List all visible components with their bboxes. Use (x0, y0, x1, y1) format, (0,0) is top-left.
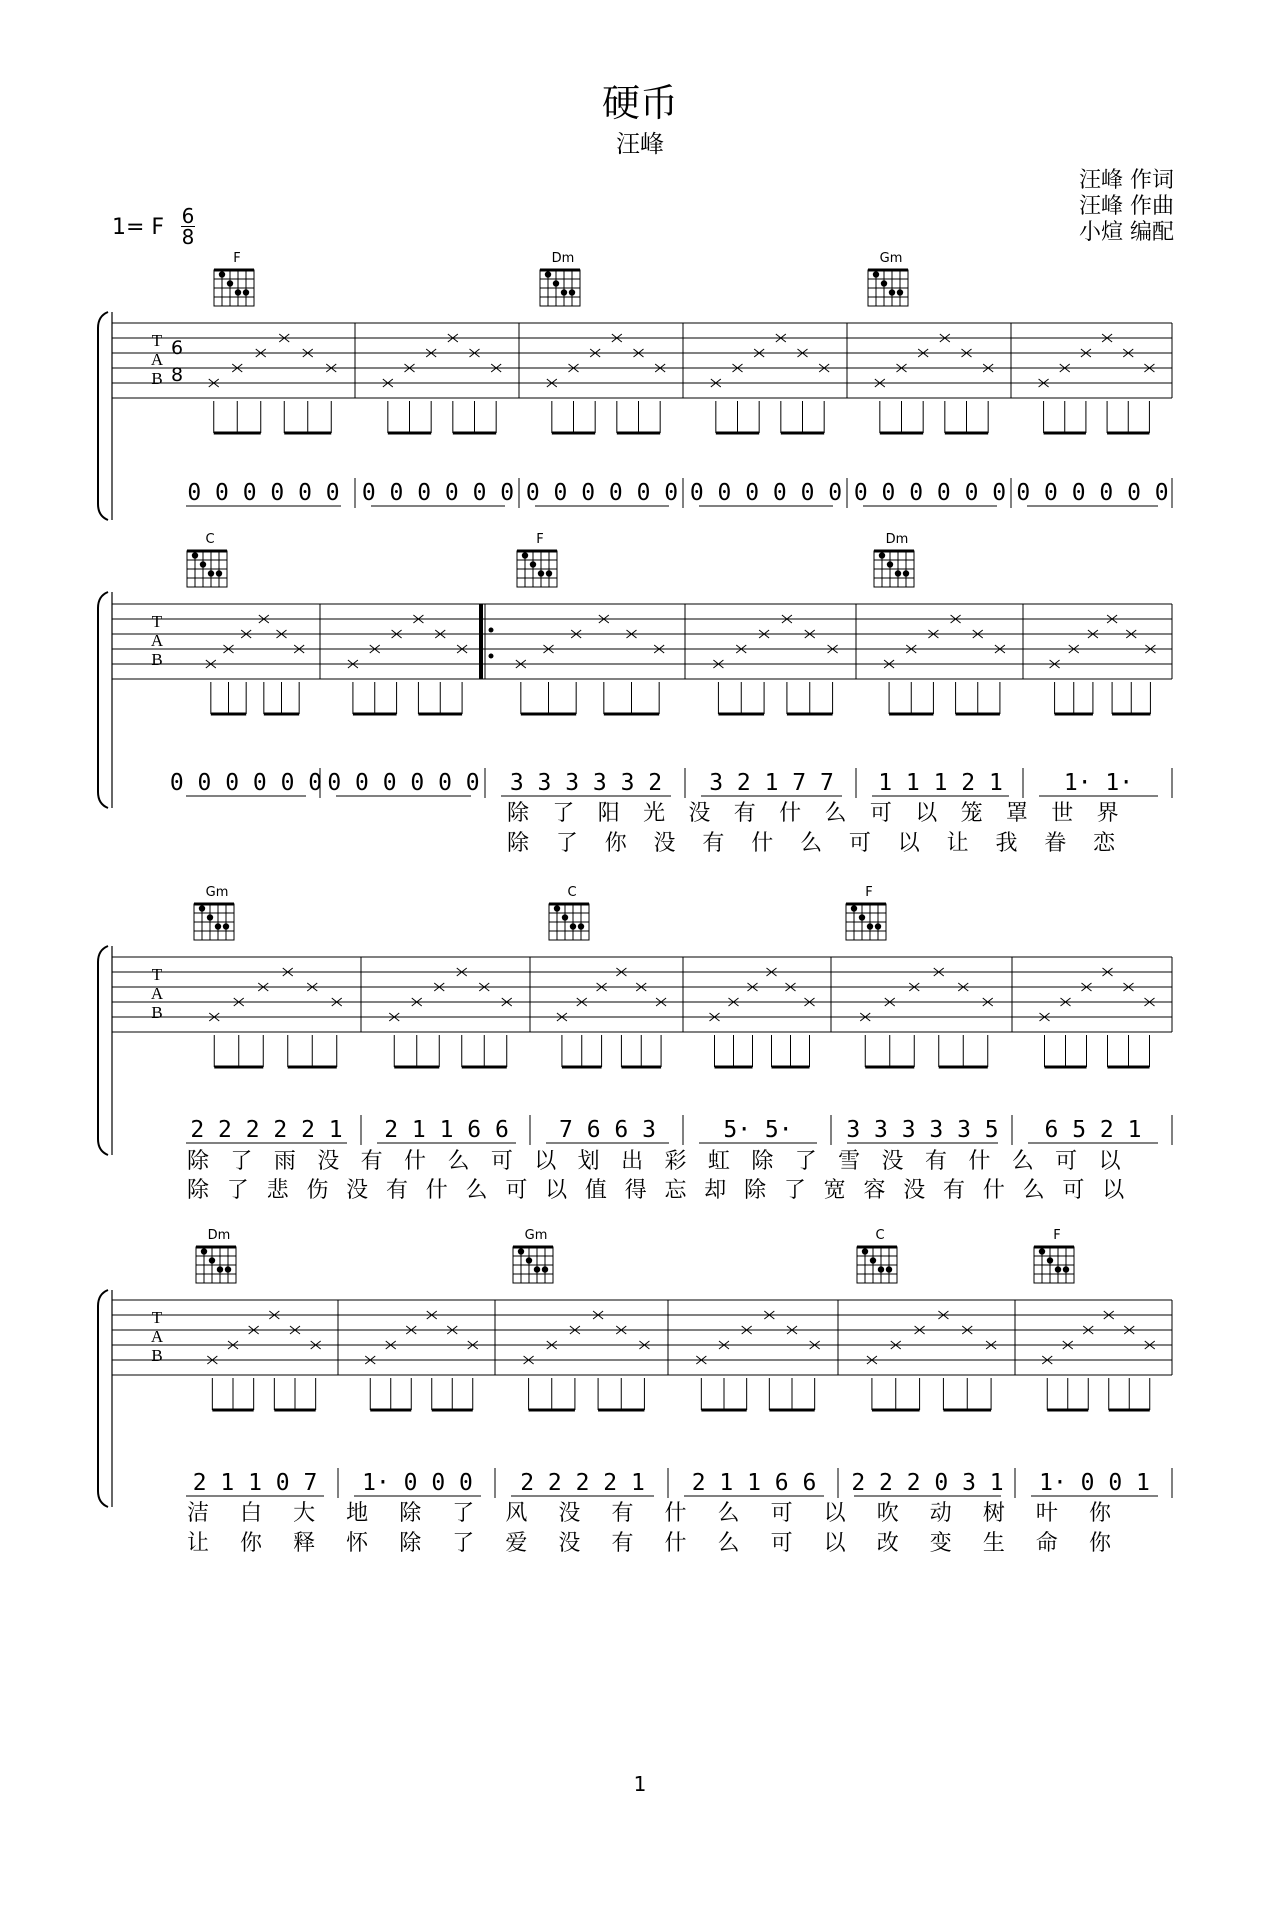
system-brace (98, 1290, 108, 1507)
lyric-char: 变 (929, 1531, 952, 1556)
chord-diagram (517, 532, 557, 587)
notation-measure: 2 1 1 6 6 (384, 1117, 509, 1143)
lyric-char: 什 (779, 801, 802, 826)
chord-finger-dot (870, 1257, 876, 1263)
lyric-char: 什 (982, 1178, 1005, 1203)
lyric-char: 让 (187, 1531, 210, 1556)
arranger-credit: 小煊 编配 (1079, 220, 1174, 245)
lyric-char: 么 (824, 801, 847, 826)
lyric-char: 么 (447, 1149, 470, 1174)
chord-finger-dot (227, 280, 233, 286)
tab-clef-letter: B (151, 650, 163, 669)
chord-finger-dot (879, 552, 885, 558)
chord-diagram (187, 532, 227, 587)
lyric-char: 没 (558, 1531, 581, 1556)
lyric-char: 以 (897, 831, 920, 856)
lyric-char: 什 (751, 831, 774, 856)
chord-finger-dot (526, 1257, 532, 1263)
lyric-char: 没 (688, 801, 711, 826)
chord-finger-dot (243, 289, 249, 295)
chord-finger-dot (562, 914, 568, 920)
tab-time-bottom: 8 (170, 364, 184, 386)
lyric-char: 罩 (1005, 801, 1028, 826)
chord-finger-dot (554, 905, 560, 911)
lyric-char: 改 (876, 1531, 899, 1556)
lyric-char: 我 (995, 831, 1018, 856)
system-brace (98, 312, 108, 520)
notation-measure: 0 0 0 0 0 0 (689, 480, 843, 506)
lyric-char: 了 (783, 1178, 806, 1203)
tab-clef-letter: B (151, 1346, 163, 1365)
chord-finger-dot (867, 923, 873, 929)
repeat-dot (489, 654, 494, 659)
lyric-char: 爱 (505, 1531, 528, 1556)
lyric-char: 除 (744, 1178, 767, 1203)
chord-finger-dot (569, 289, 575, 295)
chord-finger-dot (215, 923, 221, 929)
notation-measure: 0 0 0 0 0 0 (1016, 480, 1169, 506)
lyric-char: 了 (226, 1178, 249, 1203)
lyric-char: 以 (545, 1178, 568, 1203)
lyric-char: 什 (664, 1501, 687, 1526)
lyric-char: 有 (733, 801, 756, 826)
lyric-char: 吹 (876, 1501, 899, 1526)
notation-measure: 2 1 1 6 6 (691, 1470, 817, 1496)
lyricist-credit: 汪峰 作词 (1079, 168, 1174, 193)
tab-system-1 (98, 251, 1172, 520)
chord-finger-dot (1055, 1266, 1061, 1272)
chord-finger-dot (518, 1248, 524, 1254)
lyric-char: 么 (717, 1501, 740, 1526)
chord-finger-dot (881, 280, 887, 286)
lyric-char: 划 (577, 1149, 600, 1174)
notation-measure: 5· 5· (723, 1117, 793, 1143)
lyric-char: 除 (187, 1149, 210, 1174)
chord-diagram (1034, 1228, 1074, 1283)
lyric-char: 风 (505, 1501, 528, 1526)
lyric-char: 地 (346, 1501, 369, 1526)
lyric-char: 么 (800, 831, 823, 856)
chord-finger-dot (530, 561, 536, 567)
lyric-char: 什 (404, 1149, 427, 1174)
lyric-char: 伤 (306, 1178, 329, 1203)
notation-measure: 1· 0 0 1 (1039, 1470, 1150, 1496)
lyric-char: 除 (399, 1531, 422, 1556)
chord-finger-dot (235, 289, 241, 295)
lyric-char: 阳 (597, 801, 620, 826)
lyric-char: 笼 (960, 801, 983, 826)
lyric-char: 却 (704, 1178, 727, 1203)
chord-diagram (846, 885, 886, 940)
chord-finger-dot (223, 923, 229, 929)
lyric-char: 出 (621, 1149, 644, 1174)
lyric-char: 释 (293, 1531, 316, 1556)
chord-finger-dot (545, 271, 551, 277)
chord-name: C (875, 1228, 885, 1243)
chord-finger-dot (889, 289, 895, 295)
chord-finger-dot (878, 1266, 884, 1272)
tab-clef-letter: A (150, 1327, 164, 1346)
key-signature: 1= F (112, 215, 165, 240)
lyric-char: 你 (240, 1531, 263, 1556)
chord-finger-dot (538, 570, 544, 576)
chord-name: Dm (885, 532, 909, 547)
lyric-char: 眷 (1044, 831, 1067, 856)
lyric-char: 除 (187, 1178, 210, 1203)
system-brace (98, 592, 108, 808)
notation-measure: 3 3 3 3 3 2 (509, 770, 663, 796)
lyric-char: 动 (929, 1501, 952, 1526)
chord-finger-dot (534, 1266, 540, 1272)
lyric-char: 界 (1096, 801, 1119, 826)
lyric-char: 除 (507, 801, 530, 826)
chord-finger-dot (217, 1266, 223, 1272)
chord-finger-dot (561, 289, 567, 295)
chord-finger-dot (553, 280, 559, 286)
chord-finger-dot (903, 570, 909, 576)
tab-clef-letter: T (151, 1308, 163, 1327)
lyric-char: 得 (624, 1178, 647, 1203)
lyric-char: 以 (915, 801, 938, 826)
lyric-char: 彩 (664, 1149, 687, 1174)
tab-clef-letter: T (151, 612, 163, 631)
composer-credit: 汪峰 作曲 (1079, 194, 1174, 219)
lyric-char: 了 (794, 1149, 817, 1174)
notation-measure: 2 2 2 2 1 (520, 1470, 645, 1496)
chord-diagram (857, 1228, 897, 1283)
chord-finger-dot (873, 271, 879, 277)
notation-measure: 0 0 0 0 0 0 (327, 770, 480, 796)
lyric-char: 没 (903, 1178, 926, 1203)
chord-name: F (1053, 1228, 1061, 1243)
chord-finger-dot (209, 1257, 215, 1263)
notation-measure: 3 3 3 3 3 5 (846, 1117, 999, 1143)
chord-name: F (865, 885, 873, 900)
lyric-char: 了 (452, 1531, 475, 1556)
song-title: 硬币 (601, 81, 678, 125)
lyric-char: 什 (425, 1178, 448, 1203)
lyric-char: 有 (924, 1149, 947, 1174)
lyric-char: 怀 (346, 1531, 369, 1556)
lyric-char: 可 (490, 1149, 513, 1174)
lyric-char: 恋 (1093, 831, 1116, 856)
lyric-char: 了 (555, 831, 578, 856)
lyric-char: 什 (968, 1149, 991, 1174)
lyric-char: 么 (465, 1178, 488, 1203)
notation-measure: 0 0 0 0 0 0 (361, 480, 515, 506)
notation-measure: 1 1 1 2 1 (878, 770, 1003, 796)
chord-diagram (196, 1228, 236, 1283)
page-number: 1 (633, 1772, 647, 1796)
lyric-char: 了 (552, 801, 575, 826)
repeat-dot (489, 628, 494, 633)
chord-finger-dot (201, 1248, 207, 1254)
chord-name: F (536, 532, 544, 547)
lyric-char: 么 (1022, 1178, 1045, 1203)
chord-name: C (205, 532, 215, 547)
lyric-char: 可 (869, 801, 892, 826)
chord-finger-dot (216, 570, 222, 576)
lyric-char: 忘 (664, 1178, 687, 1203)
lyric-char: 可 (770, 1531, 793, 1556)
lyric-char: 可 (848, 831, 871, 856)
time-signature-top: 6 (181, 204, 195, 228)
tab-clef-letter: B (151, 1003, 163, 1022)
notation-measure: 2 1 1 0 7 (192, 1470, 318, 1496)
chord-finger-dot (208, 570, 214, 576)
lyric-char: 有 (702, 831, 725, 856)
lyric-char: 以 (1098, 1149, 1121, 1174)
chord-finger-dot (1047, 1257, 1053, 1263)
tab-clef-letter: A (150, 631, 164, 650)
chord-diagram (549, 885, 589, 940)
notation-measure: 1· 1· (1063, 770, 1134, 796)
lyric-char: 光 (643, 801, 666, 826)
chord-name: Gm (524, 1228, 548, 1243)
tab-system-3 (98, 885, 1172, 1203)
lyric-char: 可 (770, 1501, 793, 1526)
lyric-char: 以 (534, 1149, 557, 1174)
lyric-char: 有 (360, 1149, 383, 1174)
tab-clef-letter: T (151, 331, 163, 350)
chord-finger-dot (862, 1248, 868, 1254)
lyric-char: 有 (943, 1178, 966, 1203)
chord-finger-dot (875, 923, 881, 929)
tab-system-2 (98, 532, 1172, 856)
chord-name: C (567, 885, 577, 900)
tab-time-top: 6 (170, 337, 184, 359)
chord-name: Gm (205, 885, 229, 900)
lyric-char: 树 (982, 1501, 1005, 1526)
lyric-char: 世 (1051, 801, 1074, 826)
lyric-char: 你 (1088, 1501, 1111, 1526)
lyric-char: 你 (604, 831, 627, 856)
chord-finger-dot (199, 905, 205, 911)
chord-finger-dot (225, 1266, 231, 1272)
notation-measure: 2 2 2 2 2 1 (190, 1117, 343, 1143)
chord-finger-dot (207, 914, 213, 920)
chord-finger-dot (192, 552, 198, 558)
lyric-char: 雨 (273, 1149, 296, 1174)
chord-finger-dot (886, 1266, 892, 1272)
lyric-char: 大 (293, 1501, 316, 1526)
lyric-char: 有 (611, 1531, 634, 1556)
chord-diagram (194, 885, 234, 940)
time-signature-bottom: 8 (181, 225, 195, 249)
lyric-char: 虹 (707, 1149, 730, 1174)
chord-finger-dot (200, 561, 206, 567)
notation-measure: 2 2 2 0 3 1 (851, 1470, 1004, 1496)
lyric-char: 没 (346, 1178, 369, 1203)
lyric-char: 以 (1102, 1178, 1125, 1203)
chord-finger-dot (578, 923, 584, 929)
lyric-char: 宽 (823, 1178, 846, 1203)
lyric-char: 悲 (266, 1178, 289, 1203)
lyric-char: 么 (1011, 1149, 1034, 1174)
notation-measure: 1· 0 0 0 (362, 1470, 473, 1496)
chord-diagram (540, 251, 580, 306)
chord-diagram (874, 532, 914, 587)
lyric-char: 容 (863, 1178, 886, 1203)
lyric-char: 除 (751, 1149, 774, 1174)
lyric-char: 雪 (838, 1149, 861, 1174)
lyric-char: 以 (823, 1501, 846, 1526)
tab-clef-letter: A (150, 984, 164, 1003)
lyric-char: 生 (982, 1531, 1005, 1556)
tab-clef-letter: T (151, 965, 163, 984)
chord-finger-dot (887, 561, 893, 567)
lyric-char: 值 (584, 1178, 607, 1203)
lyric-char: 叶 (1035, 1501, 1058, 1526)
lyric-char: 让 (946, 831, 969, 856)
notation-measure: 6 5 2 1 (1044, 1117, 1142, 1143)
lyric-char: 有 (611, 1501, 634, 1526)
tab-clef-letter: B (151, 369, 163, 388)
lyric-char: 没 (653, 831, 676, 856)
lyric-char: 除 (507, 831, 530, 856)
chord-finger-dot (859, 914, 865, 920)
chord-finger-dot (897, 289, 903, 295)
chord-finger-dot (570, 923, 576, 929)
chord-finger-dot (546, 570, 552, 576)
notation-measure: 3 2 1 7 7 (709, 770, 834, 796)
notation-measure: 0 0 0 0 0 0 (187, 480, 340, 506)
lyric-char: 可 (1062, 1178, 1085, 1203)
lyric-char: 你 (1088, 1531, 1111, 1556)
lyric-char: 有 (385, 1178, 408, 1203)
chord-name: F (233, 251, 241, 266)
chord-finger-dot (895, 570, 901, 576)
chord-finger-dot (219, 271, 225, 277)
lyric-char: 了 (230, 1149, 253, 1174)
lyric-char: 可 (1055, 1149, 1078, 1174)
chord-name: Dm (207, 1228, 231, 1243)
lyric-char: 没 (881, 1149, 904, 1174)
chord-diagram (868, 251, 908, 306)
chord-name: Dm (551, 251, 575, 266)
lyric-char: 除 (399, 1501, 422, 1526)
notation-measure: 0 0 0 0 0 0 (169, 770, 323, 796)
lyric-char: 命 (1035, 1531, 1058, 1556)
chord-name: Gm (879, 251, 903, 266)
notation-measure: 0 0 0 0 0 0 (853, 480, 1007, 506)
chord-finger-dot (1063, 1266, 1069, 1272)
chord-finger-dot (522, 552, 528, 558)
chord-finger-dot (542, 1266, 548, 1272)
lyric-char: 什 (664, 1531, 687, 1556)
lyric-char: 洁 (187, 1501, 210, 1526)
lyric-char: 白 (240, 1501, 263, 1526)
tab-system-4 (98, 1228, 1172, 1556)
chord-diagram (513, 1228, 553, 1283)
chord-finger-dot (1039, 1248, 1045, 1254)
lyric-char: 没 (558, 1501, 581, 1526)
lyric-char: 了 (452, 1501, 475, 1526)
chord-diagram (214, 251, 254, 306)
tab-clef-letter: A (150, 350, 164, 369)
lyric-char: 么 (717, 1531, 740, 1556)
notation-measure: 0 0 0 0 0 0 (525, 480, 679, 506)
lyric-char: 以 (823, 1531, 846, 1556)
lyric-char: 可 (505, 1178, 528, 1203)
lyric-char: 没 (317, 1149, 340, 1174)
notation-measure: 7 6 6 3 (559, 1117, 656, 1143)
system-brace (98, 946, 108, 1155)
chord-finger-dot (851, 905, 857, 911)
song-artist: 汪峰 (616, 130, 664, 158)
